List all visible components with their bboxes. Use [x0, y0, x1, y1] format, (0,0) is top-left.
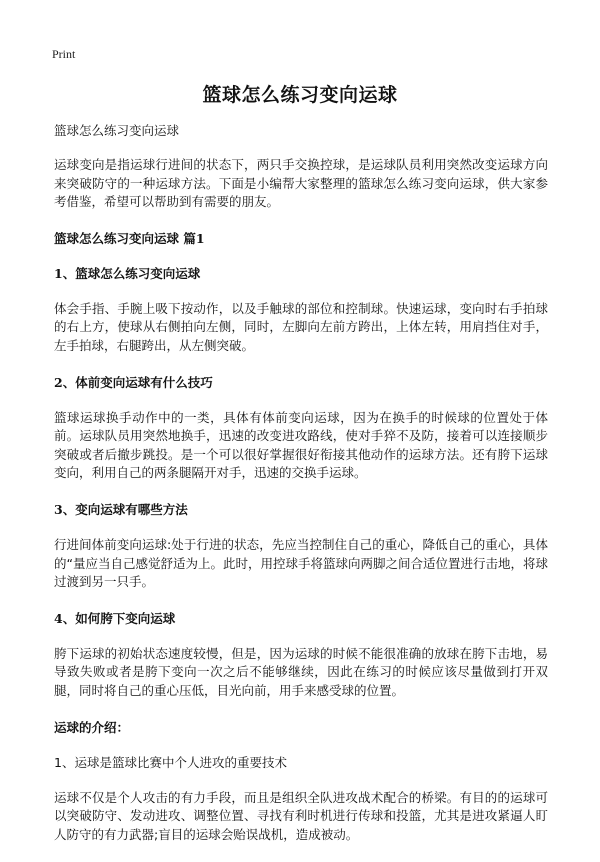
dribble-intro-heading: 运球的介绍：: [54, 719, 130, 735]
article-body: [54, 122, 548, 862]
section-text-1: 体会手指、手腕上吸下按动作，以及手触球的部位和控制球。快速运球，变向时右手拍球的右上方，使球从右侧拍向左侧，同时，左脚向左前方跨出，上体左转，用肩挡住对手，左手拍球，右腿跨出，从左侧突破。: [54, 300, 548, 353]
article-subtitle: 篮球怎么练习变向运球: [54, 123, 180, 138]
section-text-4: 胯下运球的初始状态速度较慢，但是，因为运球的时候不能很准确的放球在胯下击地，易导致失败或者是胯下变向一次之后不能够继续，因此在练习的时候应该尽量做到打开双腿，同时将自己的重心压低，目光向前，用手来感受球的位置。: [54, 645, 548, 698]
intro-paragraph: 运球变向是指运球行进间的状态下，两只手交换控球，是运球队员利用突然改变运球方向来突破防守的一种运球方法。下面是小编帮大家整理的篮球怎么练习变向运球，供大家参考借鉴，希望可以帮助到有需要的朋友。: [54, 157, 548, 210]
article-heading: 篮球怎么练习变向运球 篇1: [54, 230, 205, 246]
section-heading-2: 2、体前变向运球有什么技巧: [54, 374, 213, 390]
section-heading-3: 3、变向运球有哪些方法: [54, 501, 188, 517]
section-text-3: 行进间体前变向运球:处于行进的状态，先应当控制住自己的重心，降低自己的重心，具体的“量应当自己感觉舒适为上。此时，用控球手将篮球向两脚之间合适位置进行击地，将球过渡到另一只手。: [54, 536, 548, 590]
dribble-intro-subheading: 1、运球是篮球比赛中个人进攻的重要技术: [54, 754, 287, 770]
section-text-2: 篮球运球换手动作中的一类，具体有体前变向运球，因为在换手的时候球的位置处于体前。运球队员用突然地换手，迅速的改变进攻路线，使对手猝不及防，接着可以连接顺步突破或者后撤步跳投。是一个可以很好掌握很好衔接其他动作的运球方法。还有胯下运球变向，利用自己的两条腿隔开对手，迅速的交换手运球。: [54, 409, 548, 481]
print-link[interactable]: Print: [52, 47, 76, 61]
section-heading-4: 4、如何胯下变向运球: [54, 610, 176, 626]
dribble-intro-text: 运球不仅是个人攻击的有力手段，而且是组织全队进攻战术配合的桥梁。有目的的运球可以突破防守、发动进攻、调整位置、寻找有利时机进行传球和投篮，尤其是进攻紧逼人盯人防守的有力武器;盲目的运球会贻误战机，造成被动。: [54, 789, 548, 842]
section-heading-1: 1、篮球怎么练习变向运球: [54, 265, 201, 281]
page-title: 篮球怎么练习变向运球: [202, 84, 398, 106]
